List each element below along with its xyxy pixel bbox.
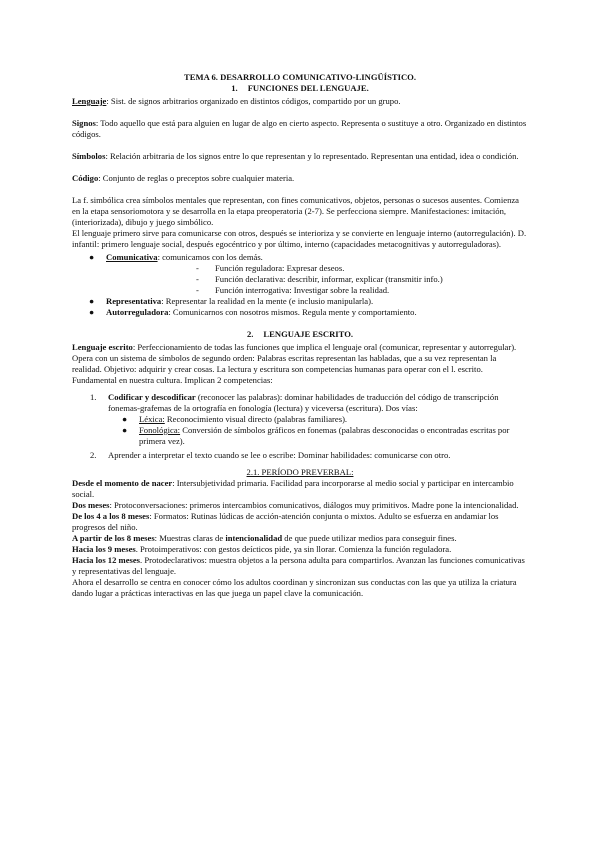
definition xyxy=(72,173,528,184)
list-item xyxy=(72,307,528,318)
stage-text: : Intersubjetividad primaria. Facilidad para incorporarse al medio social y participar en intercambio social. xyxy=(72,478,514,499)
section-heading xyxy=(72,329,528,340)
subsection-title: 2.1. PERÍODO PREVERBAL: xyxy=(246,467,354,477)
via-text: Reconocimiento visual directo (palabras familiares). xyxy=(164,414,348,424)
stage-term: Dos meses xyxy=(72,500,110,510)
list-item xyxy=(106,285,528,296)
dash-icon: - xyxy=(196,263,199,273)
paragraph: La f. simbólica crea símbolos mentales que representan, con fines comunicativos, objetos, personas o sucesos ausentes. Comienza en la etapa sensoriomotora y se desarrolla en la etapa preoperatoria (2-7). Se perfecciona siempre. Manifestaciones: imitación, (interiorizada), dibujo y juego simbólico. xyxy=(72,195,519,227)
stage xyxy=(72,511,528,533)
via-term: Léxica: xyxy=(139,414,165,424)
stage xyxy=(72,533,528,544)
stage-text: : Muestras claras de xyxy=(154,533,226,543)
paragraph: Ahora el desarrollo se centra en conocer cómo los adultos coordinan y sincronizan sus conductas con las que ya utiliza la criatura dando lugar a prácticas interactivas en las que juega un papel clave la comunicación. xyxy=(72,577,517,598)
definition-text: : Sist. de signos arbitrarios organizado en distintos códigos, compartido por un grupo. xyxy=(106,96,401,106)
stage-term: De los 4 a los 8 meses xyxy=(72,511,150,521)
bullet-icon: ● xyxy=(89,307,95,317)
definition xyxy=(72,96,528,107)
definition-term: Signos xyxy=(72,118,96,128)
competencia-term: Codificar y descodificar xyxy=(108,392,196,402)
definition-text: : Conjunto de reglas o preceptos sobre cualquier materia. xyxy=(98,173,295,183)
paragraph-text: : Perfeccionamiento de todas las funciones que implica el lenguaje oral (comunicar, representar y autorregular). Opera con un sistema de símbolos de segundo orden: Palabras escritas representan las habladas, que a su vez representan la realidad. Objetivo: adquirir y crear cosas. La lectura y escritura son competencias humanas para operar con el l. escrito. Fundamental en nuestra cultura. Implican 2 competencias: xyxy=(72,342,517,385)
definition-term: Código xyxy=(72,173,99,183)
section-number: 1. xyxy=(231,83,238,93)
stage-text: : Protoconversaciones: primeros intercambios comunicativos, diálogos muy primitivos. Madre pone la intencionalidad. xyxy=(109,500,519,510)
competencia-text: Aprender a interpretar el texto cuando se lee o escribe: Dominar habilidades: comunicarse con otro. xyxy=(108,450,451,460)
function-term: Comunicativa xyxy=(106,252,158,262)
function-term: Autorreguladora xyxy=(106,307,169,317)
definition-term: Símbolos xyxy=(72,151,106,161)
list-item xyxy=(72,450,528,461)
item-number: 1. xyxy=(90,392,97,402)
stage xyxy=(72,555,528,577)
subfunction-text: Función interrogativa: Investigar sobre la realidad. xyxy=(215,285,390,295)
bullet-icon: ● xyxy=(89,296,95,306)
via-text: Conversión de símbolos gráficos en fonemas (palabras desconocidas o encontradas escritas por primera vez). xyxy=(139,425,510,446)
list-item xyxy=(72,252,528,296)
section-heading xyxy=(72,83,528,94)
functions-list xyxy=(72,252,528,318)
item-number: 2. xyxy=(90,450,97,460)
function-text: : Representar la realidad en la mente (e inclusio manipularla). xyxy=(161,296,374,306)
paragraph: El lenguaje primero sirve para comunicarse con otros, después se interioriza y se convierte en lenguaje interno (autorregulación). D. infantil: primero lenguaje social, después egocéntrico y por último, interno (capacidades metacognitivas y autorreguladoras). xyxy=(72,228,527,249)
list-item xyxy=(108,425,528,447)
list-item xyxy=(72,296,528,307)
definition-term: Lenguaje xyxy=(72,96,107,106)
document-title: TEMA 6. DESARROLLO COMUNICATIVO-LINGÜÍSTICO. xyxy=(184,72,416,82)
competencias-list xyxy=(72,392,528,461)
list-item xyxy=(106,274,528,285)
stage-term: Hacia los 9 meses xyxy=(72,544,136,554)
paragraph xyxy=(72,342,528,386)
function-text: : Comunicarnos con nosotros mismos. Regula mente y comportamiento. xyxy=(168,307,417,317)
function-text: : comunicamos con los demás. xyxy=(157,252,263,262)
subfunction-text: Función declarativa: describir, informar, explicar (transmitir info.) xyxy=(215,274,443,284)
dash-icon: - xyxy=(196,274,199,284)
stage-text: . Protodeclarativos: muestra objetos a la persona adulta para compartirlos. Avanzan las funciones comunicativas y representativas del lenguaje. xyxy=(72,555,525,576)
section-number: 2. xyxy=(246,329,254,339)
list-item xyxy=(106,263,528,274)
list-item xyxy=(72,392,528,447)
definition-text: : Relación arbitraria de los signos entre lo que representan y lo representado. Representan una entidad, idea o condición. xyxy=(105,151,519,161)
stage xyxy=(72,478,528,500)
stage-term: A partir de los 8 meses xyxy=(72,533,155,543)
definition xyxy=(72,151,528,162)
section-title: FUNCIONES DEL LENGUAJE. xyxy=(247,83,369,93)
list-item xyxy=(108,414,528,425)
stage-text: : Formatos: Rutinas lúdicas de acción-atención conjunta o mixtos. Adulto se esfuerza en andamiar los progresos del niño. xyxy=(72,511,499,532)
competencia-text: (reconocer las palabras): dominar habilidades de traducción del código de transcripción fonemas-grafemas de la ortografía en fonología (lectura) y viceversa (escritura). Dos vías: xyxy=(108,392,499,413)
function-term: Representativa xyxy=(106,296,162,306)
bullet-icon: ● xyxy=(122,414,128,424)
section-title: LENGUAJE ESCRITO. xyxy=(263,329,354,339)
stage-term-emphasis: intencionalidad xyxy=(225,533,283,543)
subfunctions-list xyxy=(106,263,528,296)
stage-term: Desde el momento de nacer xyxy=(72,478,173,488)
definition xyxy=(72,118,528,140)
stage xyxy=(72,500,528,511)
paragraph-term: Lenguaje escrito xyxy=(72,342,133,352)
dash-icon: - xyxy=(196,285,199,295)
stage-text: . Protoimperativos: con gestos deícticos pide, ya sin llorar. Comienza la función reguladora. xyxy=(135,544,452,554)
subfunction-text: Función reguladora: Expresar deseos. xyxy=(215,263,345,273)
bullet-icon: ● xyxy=(89,252,95,262)
via-term: Fonológica: xyxy=(139,425,181,435)
definition-text: : Todo aquello que está para alguien en lugar de algo en cierto aspecto. Representa o sustituye a otro. Organizado en distintos códigos. xyxy=(72,118,527,139)
stage-term: Hacia los 12 meses xyxy=(72,555,141,565)
stage xyxy=(72,544,528,555)
bullet-icon: ● xyxy=(122,425,128,435)
stage-text: de que puede utilizar medios para conseguir fines. xyxy=(282,533,457,543)
vias-list xyxy=(108,414,528,447)
